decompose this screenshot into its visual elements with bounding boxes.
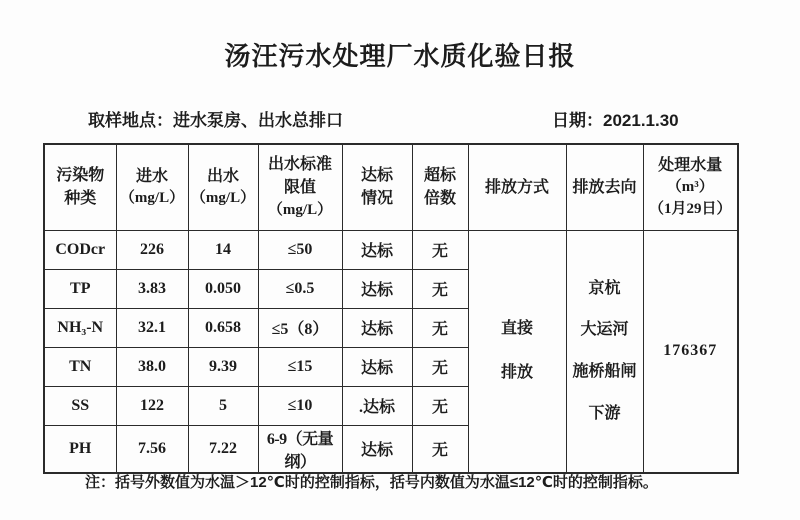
cell-compliance: 达标: [342, 230, 412, 269]
discharge-destination-line: 大运河: [580, 321, 629, 339]
cell-compliance: 达标: [342, 269, 412, 308]
report-title: 汤汪污水处理厂水质化验日报: [224, 41, 576, 71]
cell-effluent: 7.22: [188, 425, 258, 473]
discharge-destination-line: 下游: [588, 404, 621, 422]
cell-exceedance: 无: [412, 230, 468, 269]
header-line: 排放去向: [572, 178, 637, 196]
header-line: （1月29日）: [648, 200, 732, 217]
cell-influent: 122: [116, 386, 188, 425]
cell-limit: ≤0.5: [258, 269, 342, 308]
cell-exceedance: 无: [412, 386, 468, 425]
col-header-pollutant: [44, 144, 116, 230]
cell-pollutant: TP: [44, 269, 116, 308]
cell-limit: 6-9（无量纲）: [258, 425, 342, 473]
cell-treated-volume: 176367: [643, 230, 738, 473]
cell-effluent: 0.658: [188, 308, 258, 347]
header-line: （mg/L）: [190, 189, 256, 206]
cell-influent: 3.83: [116, 269, 188, 308]
cell-pollutant: TN: [44, 347, 116, 386]
header-row: [44, 144, 738, 230]
header-line: 限值: [283, 179, 316, 197]
report-date: 日期：2021.1.30: [552, 111, 679, 130]
col-header-discharge-destination: [566, 144, 643, 230]
header-line: 排放方式: [484, 178, 549, 196]
cell-discharge-method: [468, 230, 566, 473]
discharge-destination-line: 施桥船闸: [572, 363, 637, 380]
header-line: 进水: [135, 167, 168, 185]
cell-limit: ≤15: [258, 347, 342, 386]
cell-limit: ≤50: [258, 230, 342, 269]
cell-influent: 38.0: [116, 347, 188, 386]
cell-limit: ≤5（8）: [258, 308, 342, 347]
cell-pollutant: PH: [44, 425, 116, 473]
discharge-method-line: 直接: [500, 320, 533, 338]
header-line: 倍数: [423, 190, 456, 208]
header-line: （mg/L）: [267, 201, 333, 218]
water-quality-table: [43, 143, 739, 474]
cell-effluent: 5: [188, 386, 258, 425]
cell-exceedance: 无: [412, 269, 468, 308]
cell-influent: 32.1: [116, 308, 188, 347]
table-row-codcr: [44, 230, 738, 269]
cell-influent: 7.56: [116, 425, 188, 473]
cell-pollutant: CODcr: [44, 230, 116, 269]
col-header-compliance: [342, 144, 412, 230]
discharge-destination-line: 京杭: [588, 279, 621, 297]
header-line: 出水: [206, 167, 239, 185]
header-line: 出水标准: [267, 156, 332, 174]
cell-exceedance: 无: [412, 308, 468, 347]
cell-pollutant: SS: [44, 386, 116, 425]
cell-compliance: .达标: [342, 386, 412, 425]
col-header-limit: [258, 144, 342, 230]
cell-influent: 226: [116, 230, 188, 269]
sampling-location: 取样地点：进水泵房、出水总排口: [88, 111, 343, 130]
cell-exceedance: 无: [412, 425, 468, 473]
header-line: （mg/L）: [119, 189, 185, 206]
footnote: 注：括号外数值为水温＞12℃时的控制指标，括号内数值为水温≤12℃时的控制指标。: [85, 474, 658, 491]
header-line: 超标: [423, 167, 456, 185]
header-line: 种类: [64, 190, 97, 208]
cell-discharge-destination: [566, 230, 643, 473]
cell-limit: ≤10: [258, 386, 342, 425]
discharge-method-line: 排放: [500, 364, 533, 381]
col-header-exceedance: [412, 144, 468, 230]
cell-effluent: 14: [188, 230, 258, 269]
col-header-effluent: [188, 144, 258, 230]
cell-effluent: 0.050: [188, 269, 258, 308]
col-header-influent: [116, 144, 188, 230]
cell-compliance: 达标: [342, 308, 412, 347]
cell-pollutant: NH₃-N: [44, 308, 116, 347]
header-line: （m³）: [666, 179, 714, 196]
col-header-discharge-method: [468, 144, 566, 230]
header-line: 达标: [360, 167, 393, 185]
col-header-treated-volume: [643, 144, 738, 230]
header-line: 情况: [360, 190, 393, 208]
cell-effluent: 9.39: [188, 347, 258, 386]
cell-exceedance: 无: [412, 347, 468, 386]
cell-compliance: 达标: [342, 347, 412, 386]
header-line: 处理水量: [658, 156, 723, 174]
cell-compliance: 达标: [342, 425, 412, 473]
header-line: 污染物: [56, 167, 105, 185]
